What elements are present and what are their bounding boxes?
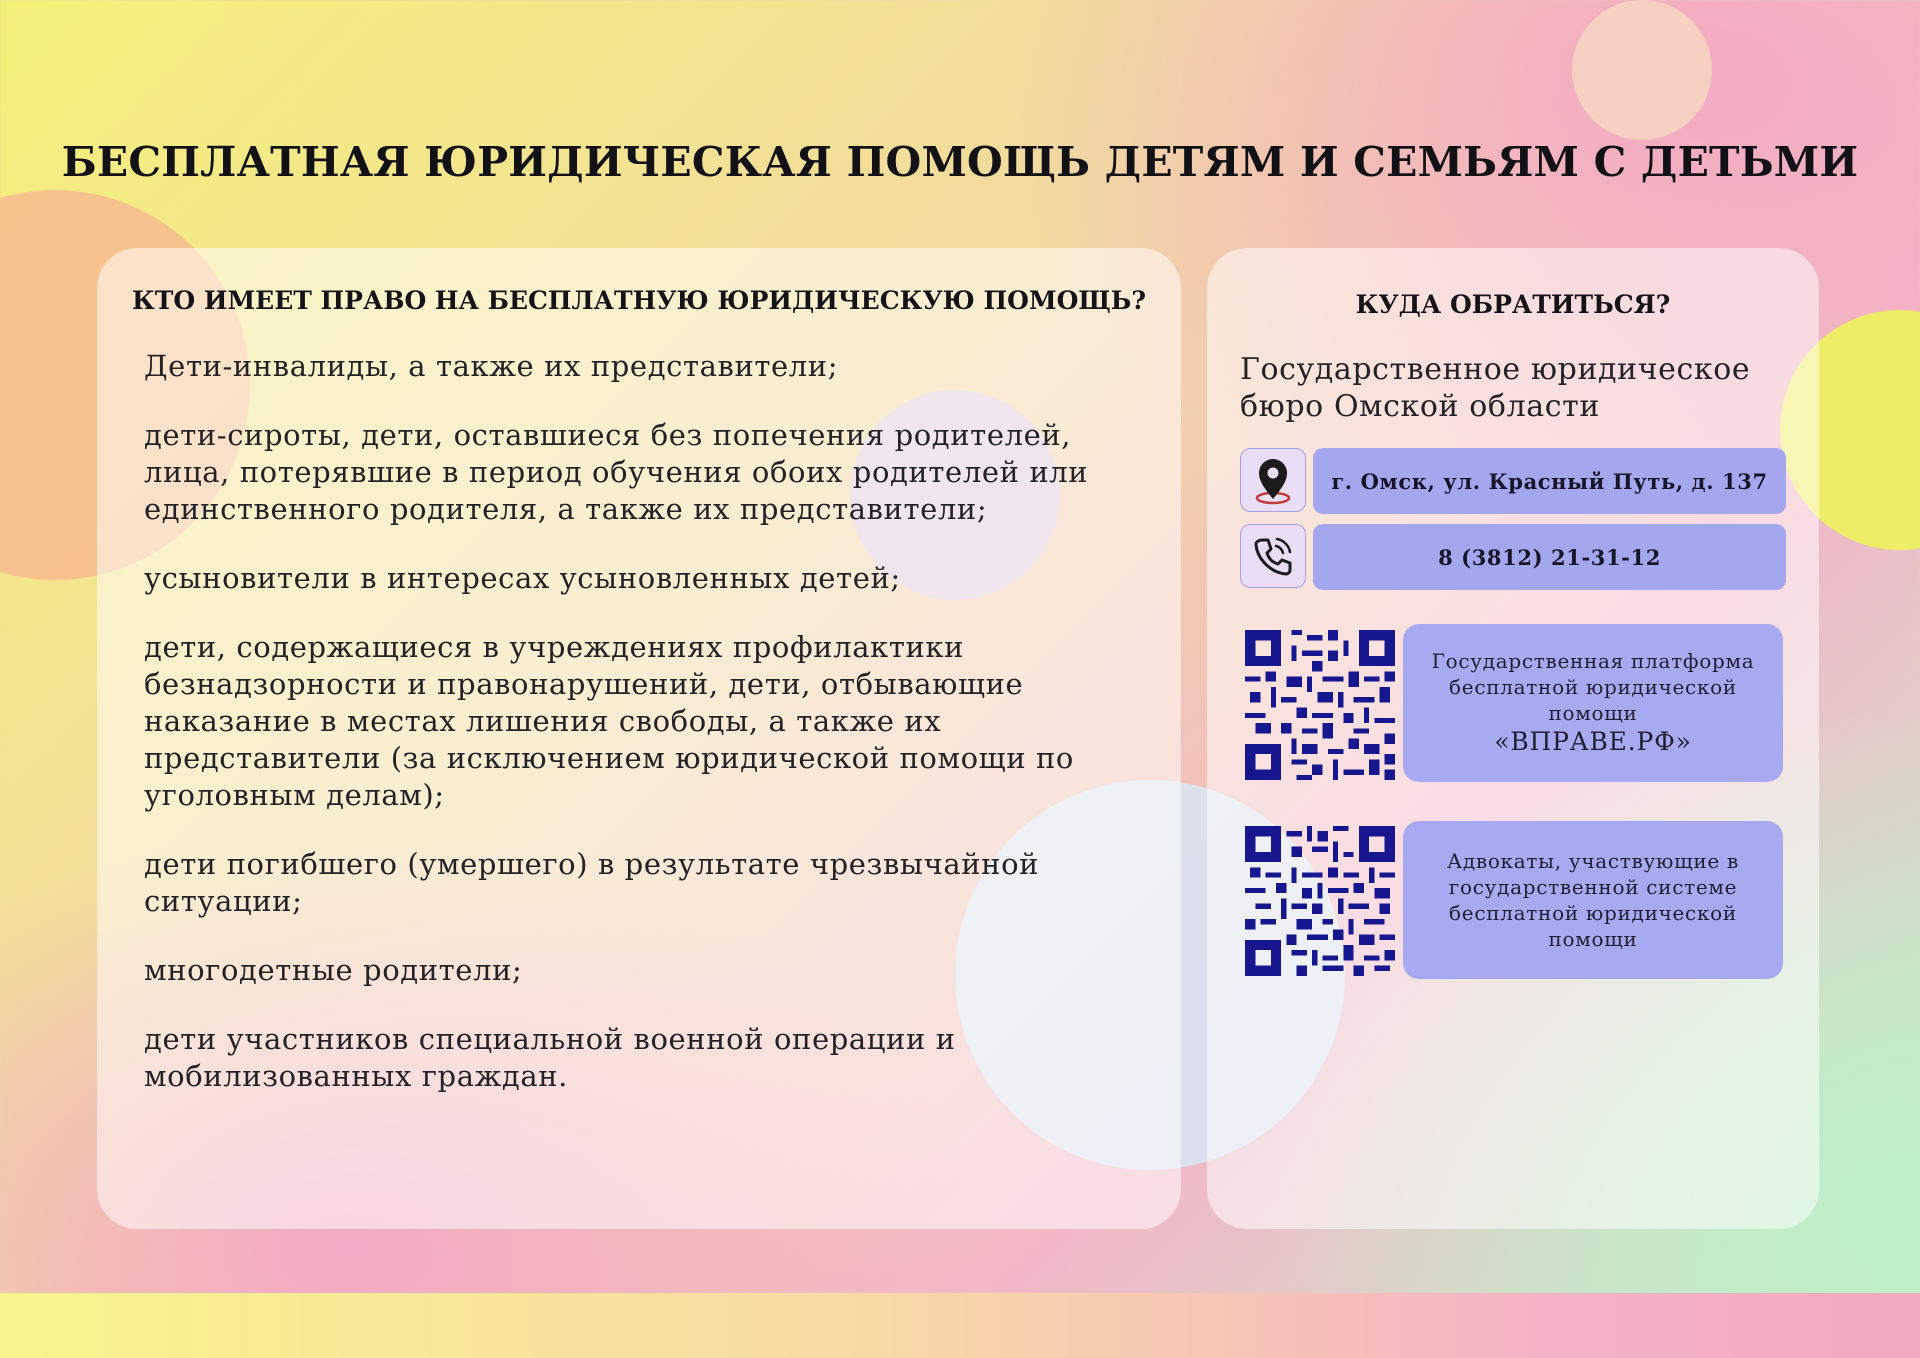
contacts-card bbox=[1207, 248, 1819, 1229]
list-item: усыновители в интересах усыновленных детей; bbox=[144, 561, 901, 595]
page-title: БЕСПЛАТНАЯ ЮРИДИЧЕСКАЯ ПОМОЩЬ ДЕТЯМ И СЕМЬЯМ С ДЕТЬМИ bbox=[61, 138, 1859, 186]
list-item: дети погибшего (умершего) в результате чрезвычайной ситуации; bbox=[144, 847, 1040, 918]
eligibility-card bbox=[97, 248, 1181, 1229]
eligibility-list bbox=[144, 348, 1154, 1127]
decor-circle bbox=[1572, 0, 1712, 140]
eligibility-heading: КТО ИМЕЕТ ПРАВО НА БЕСПЛАТНУЮ ЮРИДИЧЕСКУЮ ПОМОЩЬ? bbox=[132, 286, 1146, 315]
bottom-band bbox=[0, 1293, 1920, 1358]
address-link[interactable]: г. Омск, ул. Красный Путь, д. 137 bbox=[1313, 448, 1786, 514]
phone-link[interactable]: 8 (3812) 21-31-12 bbox=[1313, 524, 1786, 590]
list-item: дети участников специальной военной операции и мобилизованных граждан. bbox=[144, 1022, 956, 1093]
platform-name: «ВПРАВЕ.РФ» bbox=[1494, 727, 1692, 756]
list-item: Дети-инвалиды, а также их представители; bbox=[144, 349, 839, 383]
contacts-heading: КУДА ОБРАТИТЬСЯ? bbox=[1355, 290, 1671, 319]
org-name: Государственное юридическое бюро Омской области bbox=[1240, 352, 1751, 424]
qr-code-lawyers[interactable] bbox=[1245, 826, 1395, 976]
phone-icon bbox=[1240, 524, 1306, 588]
list-item: многодетные родители; bbox=[144, 953, 523, 987]
platform-info bbox=[1403, 624, 1783, 782]
lawyers-text: Адвокаты, участвующие в государственной системе бесплатной юридической помощи bbox=[1447, 849, 1739, 951]
lawyers-info bbox=[1403, 821, 1783, 979]
list-item: дети-сироты, дети, оставшиеся без попечения родителей, лица, потерявшие в период обучения обоих родителей или единственного родителя, а также их представители; bbox=[144, 418, 1089, 526]
qr-code-platform[interactable] bbox=[1245, 630, 1395, 780]
platform-text: Государственная платформа бесплатной юридической помощи bbox=[1431, 649, 1755, 725]
list-item: дети, содержащиеся в учреждениях профилактики безнадзорности и правонарушений, дети, отбывающие наказание в местах лишения свободы, а также их представители (за исключением юридической помощи по уголовным делам); bbox=[144, 630, 1074, 812]
location-pin-icon bbox=[1240, 448, 1306, 512]
